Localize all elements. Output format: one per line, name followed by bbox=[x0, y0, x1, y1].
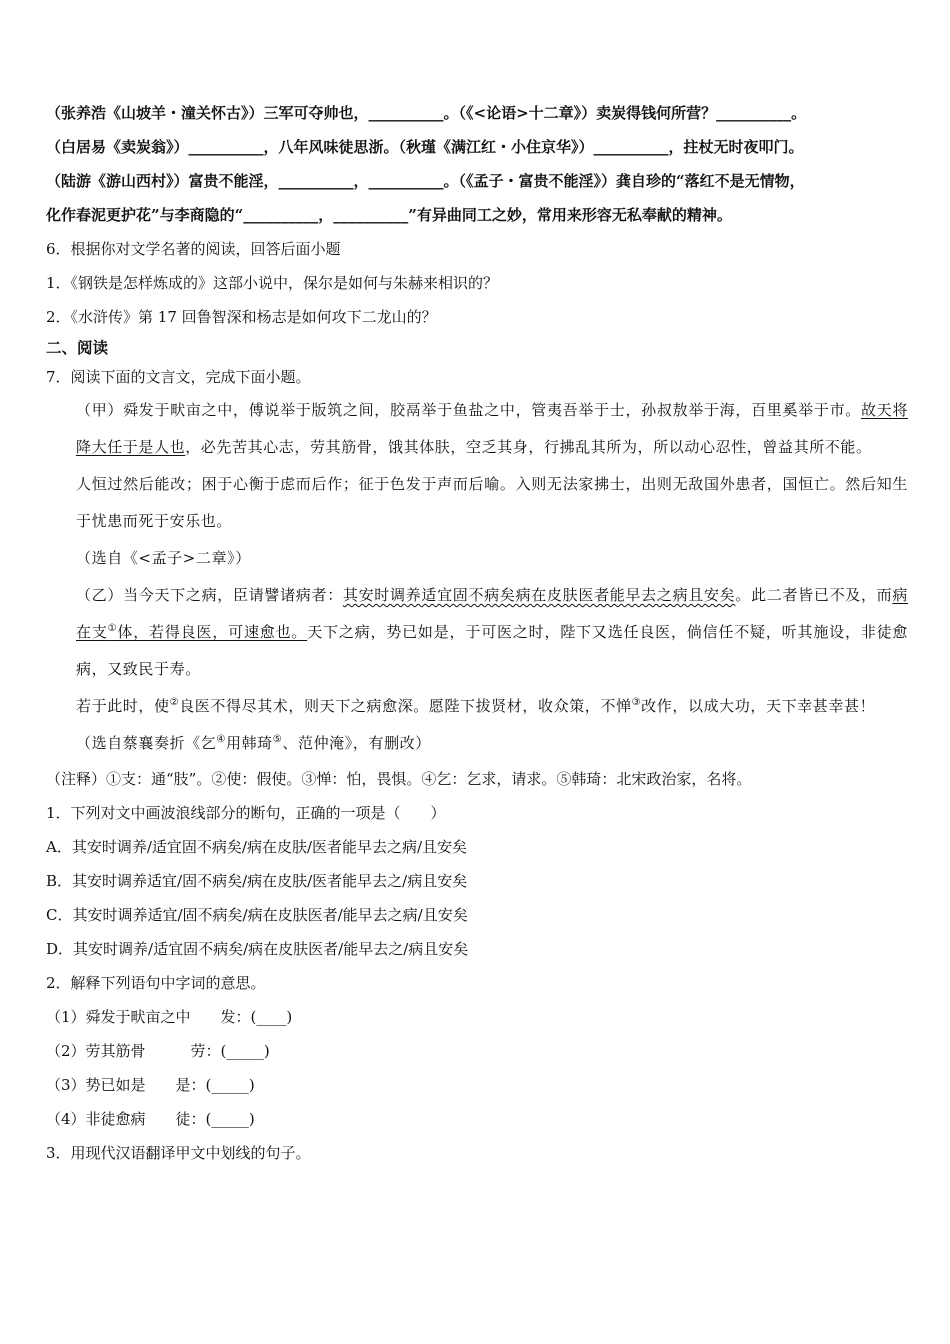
fill-line: （张养浩《山坡羊・潼关怀古》）三军可夺帅也，__________。（《<论语>十二章》）卖炭得钱何所营？__________。 bbox=[46, 104, 807, 122]
passage-text: ，必先苦其心志，劳其筋骨，饿其体肤，空乏其身，行拂乱其所为，所以动心忍性，曾益其所不能。 bbox=[185, 438, 872, 456]
question-title: 2．解释下列语句中字词的意思。 bbox=[46, 974, 266, 992]
fill-line: （白居易《卖炭翁》）__________，八年风味徒思浙。（秋瑾《满江红・小住京华》）__________，拄杖无时夜叩门。 bbox=[46, 138, 804, 156]
option-a[interactable]: A．其安时调养/适宜固不病矣/病在皮肤/医者能早去之病/且安矣 bbox=[46, 838, 468, 856]
passage-paragraph bbox=[46, 392, 908, 466]
wavy-underlined-text: 其安时调养适宜固不病矣病在皮肤医者能早去之病且安矣 bbox=[342, 586, 736, 604]
footnote-marker: ④ bbox=[216, 734, 226, 745]
passage-yi bbox=[46, 577, 908, 762]
passage-source: （选自《<孟子>二章》） bbox=[76, 549, 251, 567]
fill-line: （陆游《游山西村》）富贵不能淫，__________，__________。（《孟子・富贵不能淫》）龚自珍的“落红不是无情物， bbox=[46, 172, 805, 190]
question-6 bbox=[46, 232, 908, 334]
fill-in-block bbox=[46, 96, 908, 232]
footnote-marker: ① bbox=[107, 623, 118, 634]
option-b[interactable]: B．其安时调养适宜/固不病矣/病在皮肤/医者能早去之/病且安矣 bbox=[46, 872, 468, 890]
passage-paragraph: 若于此时，使②良医不得尽其术，则天下之病愈深。愿陛下拔贤材，收众策，不惮③改作，以成大功，天下幸甚幸甚！ bbox=[76, 697, 876, 715]
word-item: （2）劳其筋骨 劳：(_____) bbox=[46, 1042, 270, 1060]
passage-jia bbox=[46, 392, 908, 577]
question-item: 2．《水浒传》第 17 回鲁智深和杨志是如何攻下二龙山的？ bbox=[46, 308, 437, 326]
annotation: （注释）①支：通“肢”。②使：假使。③惮：怕，畏惧。④乞：乞求，请求。⑤韩琦：北宋政治家，名将。 bbox=[46, 770, 752, 788]
passage-paragraph bbox=[46, 577, 908, 688]
sub-question-2 bbox=[46, 966, 908, 1136]
passage-text: （乙）当今天下之病，臣请譬诸病者： bbox=[76, 586, 343, 604]
word-item: （4）非徒愈病 徒：(_____) bbox=[46, 1110, 255, 1128]
footnote-marker: ② bbox=[169, 697, 180, 708]
option-c[interactable]: C．其安时调养适宜/固不病矣/病在皮肤医者/能早去之病/且安矣 bbox=[46, 906, 468, 924]
question-item: 1．《钢铁是怎样炼成的》这部小说中，保尔是如何与朱赫来相识的？ bbox=[46, 274, 499, 292]
passage-text: 天下之病，势已如是，于可医之时，陛下又选任良医，倘信任不疑，听其施设，非徒愈病，又致民于寿。 bbox=[76, 623, 908, 678]
question-title: 3．用现代汉语翻译甲文中划线的句子。 bbox=[46, 1144, 311, 1162]
question-title: 7．阅读下面的文言文，完成下面小题。 bbox=[46, 368, 311, 386]
footnote-marker: ⑤ bbox=[272, 734, 283, 745]
passage-source: （选自蔡襄奏折《乞④用韩琦⑤、范仲淹》，有删改） bbox=[76, 734, 431, 752]
section-title: 二、阅读 bbox=[46, 338, 109, 357]
exam-page bbox=[46, 96, 908, 1170]
footnote-marker: ③ bbox=[631, 697, 642, 708]
option-d[interactable]: D．其安时调养/适宜固不病矣/病在皮肤医者/能早去之/病且安矣 bbox=[46, 940, 469, 958]
fill-line: 化作春泥更护花”与李商隐的“__________，__________”有异曲同工之妙，常用来形容无私奉献的精神。 bbox=[46, 206, 732, 224]
underlined-text: 病在支①体，若得良医，可速愈也。 bbox=[76, 586, 908, 641]
passage-text: （甲）舜发于畎亩之中，傅说举于版筑之间，胶鬲举于鱼盐之中，管夷吾举于士，孙叔敖举于海，百里奚举于市。 bbox=[76, 401, 861, 419]
passage-text: 。此二者皆已不及，而 bbox=[735, 586, 893, 604]
word-item: （1）舜发于畎亩之中 发：(____) bbox=[46, 1008, 293, 1026]
question-title: 6．根据你对文学名著的阅读，回答后面小题 bbox=[46, 240, 341, 258]
underlined-sentence: 故天将降大任于是人也 bbox=[76, 401, 908, 456]
question-title: 1．下列对文中画波浪线部分的断句，正确的一项是（ ） bbox=[46, 804, 446, 822]
sub-question-3 bbox=[46, 1136, 908, 1170]
word-item: （3）势已如是 是：(_____) bbox=[46, 1076, 255, 1094]
sub-question-1 bbox=[46, 796, 908, 966]
passage-paragraph: 人恒过然后能改；困于心衡于虑而后作；征于色发于声而后喻。入则无法家拂士，出则无敌国外患者，国恒亡。然后知生于忧患而死于安乐也。 bbox=[76, 475, 908, 530]
